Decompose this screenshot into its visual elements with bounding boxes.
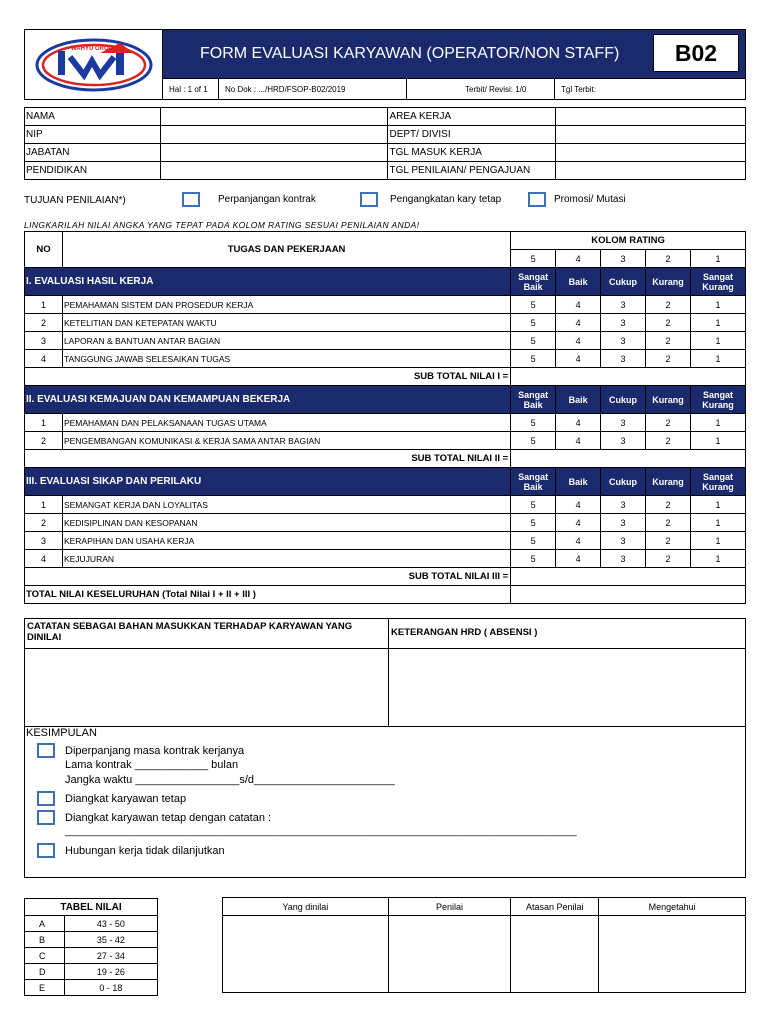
checkbox-icon[interactable] (360, 192, 378, 207)
section-header (25, 268, 746, 296)
field-tgl-penilaian[interactable] (556, 162, 746, 180)
score-cell[interactable]: 4 (556, 414, 601, 432)
subtotal-value[interactable] (511, 450, 746, 468)
field-jabatan[interactable] (160, 144, 388, 162)
table-row (25, 550, 746, 568)
score-cell[interactable]: 2 (646, 332, 691, 350)
label-tgl-penilaian: TGL PENILAIAN/ PENGAJUAN (388, 162, 556, 180)
field-area[interactable] (556, 108, 746, 126)
score-cell[interactable]: 4 (556, 296, 601, 314)
subtotal-label: SUB TOTAL NILAI III = (25, 568, 511, 586)
section-header (25, 386, 746, 414)
checkbox-icon[interactable] (37, 810, 55, 825)
score-cell[interactable]: 2 (646, 532, 691, 550)
rating-label: Sangat Kurang (691, 268, 746, 296)
score-cell[interactable]: 5 (511, 532, 556, 550)
score-cell[interactable]: 1 (691, 414, 746, 432)
hrd-header: KETERANGAN HRD ( ABSENSI ) (389, 619, 745, 649)
option-label: Diperpanjang masa kontrak kerjanya (65, 744, 245, 757)
conclusion-option-perpanjang[interactable] (37, 743, 244, 758)
rating-label: Cukup (601, 468, 646, 496)
subtotal-row (25, 368, 746, 386)
doc-number: No Dok : .../HRD/FSOP-B02/2019 (219, 79, 407, 99)
grade-title: TABEL NILAI (25, 899, 158, 916)
document-meta (163, 78, 745, 99)
score-cell[interactable]: 3 (601, 514, 646, 532)
row-no: 4 (25, 350, 63, 368)
grade-letter: A (25, 916, 65, 932)
total-label: TOTAL NILAI KESELURUHAN (Total Nilai I + II + III ) (25, 586, 511, 604)
score-cell[interactable]: 1 (691, 332, 746, 350)
checkbox-icon[interactable] (37, 791, 55, 806)
score-cell[interactable]: 1 (691, 296, 746, 314)
table-row (25, 964, 158, 980)
score-cell[interactable]: 4 (556, 432, 601, 450)
score-cell[interactable]: 3 (601, 350, 646, 368)
checkbox-icon[interactable] (182, 192, 200, 207)
label-tgl-masuk: TGL MASUK KERJA (388, 144, 556, 162)
field-dept[interactable] (556, 126, 746, 144)
row-task: KEDISIPLINAN DAN KESOPANAN (62, 514, 510, 532)
purpose-option-perpanjangan[interactable] (182, 192, 316, 207)
row-no: 2 (25, 514, 63, 532)
logo-wordmark: WAHYU GROUP (70, 45, 117, 52)
purpose-option-promosi[interactable] (528, 192, 626, 207)
row-task: PEMAHAMAN SISTEM DAN PROSEDUR KERJA (62, 296, 510, 314)
score-cell[interactable]: 4 (556, 550, 601, 568)
grade-range: 0 - 18 (64, 980, 157, 996)
row-task: PEMAHAMAN DAN PELAKSANAAN TUGAS UTAMA (62, 414, 510, 432)
sign-box-mengetahui[interactable] (599, 916, 746, 993)
section-title: III. EVALUASI SIKAP DAN PERILAKU (25, 468, 511, 496)
rating-label: Kurang (646, 468, 691, 496)
sign-label-penilai: Penilai (388, 898, 511, 916)
catatan-header: CATATAN SEBAGAI BAHAN MASUKKAN TERHADAP KARYAWAN YANG DINILAI (25, 619, 388, 649)
row-task: KETELITIAN DAN KETEPATAN WAKTU (62, 314, 510, 332)
rating-label: Sangat Kurang (691, 468, 746, 496)
score-cell[interactable]: 3 (601, 414, 646, 432)
row-no: 2 (25, 432, 63, 450)
grade-letter: B (25, 932, 65, 948)
subtotal-row (25, 568, 746, 586)
rating-label: Sangat Baik (511, 468, 556, 496)
score-cell[interactable]: 5 (511, 514, 556, 532)
conclusion-option-catatan[interactable] (37, 810, 271, 825)
form-title: FORM EVALUASI KARYAWAN (OPERATOR/NON STAFF) (200, 45, 620, 62)
subtotal-value[interactable] (511, 368, 746, 386)
score-cell[interactable]: 4 (556, 514, 601, 532)
table-row (25, 314, 746, 332)
score-cell[interactable]: 5 (511, 414, 556, 432)
score-cell[interactable]: 1 (691, 432, 746, 450)
total-row (25, 586, 746, 604)
field-pendidikan[interactable] (160, 162, 388, 180)
evaluation-purpose (24, 190, 746, 212)
jangka-waktu: Jangka waktu _________________s/d_______________________ (65, 774, 395, 786)
company-logo (25, 30, 163, 99)
score-cell[interactable]: 1 (691, 514, 746, 532)
score-cell[interactable]: 5 (511, 314, 556, 332)
option-label: Diangkat karyawan tetap dengan catatan : (65, 811, 272, 824)
score-cell[interactable]: 1 (691, 350, 746, 368)
row-no: 4 (25, 550, 63, 568)
hrd-box[interactable] (389, 619, 745, 726)
row-task: TANGGUNG JAWAB SELESAIKAN TUGAS (62, 350, 510, 368)
row-no: 1 (25, 414, 63, 432)
label-nama: NAMA (25, 108, 161, 126)
score-header: 5 (511, 250, 556, 268)
option-label: Promosi/ Mutasi (554, 194, 626, 205)
table-row (25, 980, 158, 996)
grade-table (24, 898, 158, 996)
score-cell[interactable]: 4 (556, 350, 601, 368)
purpose-label: TUJUAN PENILAIAN*) (24, 195, 126, 206)
rating-label: Sangat Baik (511, 386, 556, 414)
score-cell[interactable]: 2 (646, 350, 691, 368)
rating-label: Sangat Kurang (691, 386, 746, 414)
grade-letter: E (25, 980, 65, 996)
score-header: 2 (646, 250, 691, 268)
row-task: PENGEMBANGAN KOMUNIKASI & KERJA SAMA ANTAR BAGIAN (62, 432, 510, 450)
checkbox-icon[interactable] (37, 743, 55, 758)
score-cell[interactable]: 5 (511, 550, 556, 568)
option-label: Hubungan kerja tidak dilanjutkan (65, 844, 225, 857)
grade-range: 43 - 50 (64, 916, 157, 932)
conclusion-option-tetap[interactable] (37, 791, 186, 806)
sign-label-yang-dinilai: Yang dinilai (223, 898, 389, 916)
label-dept: DEPT/ DIVISI (388, 126, 556, 144)
employee-identity-table (24, 107, 746, 180)
grade-range: 35 - 42 (64, 932, 157, 948)
table-row (25, 432, 746, 450)
row-no: 1 (25, 496, 63, 514)
label-area: AREA KERJA (388, 108, 556, 126)
score-cell[interactable]: 2 (646, 432, 691, 450)
col-no: NO (25, 232, 63, 268)
row-task: KEJUJURAN (62, 550, 510, 568)
signature-table (222, 897, 746, 993)
row-task: LAPORAN & BANTUAN ANTAR BAGIAN (62, 332, 510, 350)
option-label: Diangkat karyawan tetap (65, 792, 187, 805)
row-task: SEMANGAT KERJA DAN LOYALITAS (62, 496, 510, 514)
score-cell[interactable]: 1 (691, 314, 746, 332)
divider (24, 877, 746, 878)
score-cell[interactable]: 1 (691, 550, 746, 568)
section-title: II. EVALUASI KEMAJUAN DAN KEMAMPUAN BEKERJA (25, 386, 511, 414)
label-nip: NIP (25, 126, 161, 144)
table-row (25, 916, 158, 932)
total-value[interactable] (511, 586, 746, 604)
revision: Terbit/ Revisi: 1/0 (407, 79, 555, 99)
title-band (163, 30, 745, 78)
subtotal-label: SUB TOTAL NILAI I = (25, 368, 511, 386)
score-cell[interactable]: 3 (601, 314, 646, 332)
table-row (25, 296, 746, 314)
table-row (25, 414, 746, 432)
score-cell[interactable]: 1 (691, 532, 746, 550)
row-no: 1 (25, 296, 63, 314)
score-cell[interactable]: 3 (601, 496, 646, 514)
rating-instruction: LINGKARILAH NILAI ANGKA YANG TEPAT PADA KOLOM RATING SESUAI PENILAIAN ANDA! (24, 220, 420, 230)
sign-box-yang-dinilai[interactable] (223, 916, 389, 993)
rating-table (24, 231, 746, 604)
grade-range: 27 - 34 (64, 948, 157, 964)
col-kolom-rating: KOLOM RATING (511, 232, 746, 250)
score-cell[interactable]: 2 (646, 296, 691, 314)
score-cell[interactable]: 2 (646, 414, 691, 432)
rating-label: Cukup (601, 386, 646, 414)
score-cell[interactable]: 3 (601, 550, 646, 568)
score-cell[interactable]: 5 (511, 296, 556, 314)
field-tgl-masuk[interactable] (556, 144, 746, 162)
row-no: 2 (25, 314, 63, 332)
catatan-box[interactable] (25, 619, 389, 726)
score-cell[interactable]: 2 (646, 550, 691, 568)
rating-label: Kurang (646, 268, 691, 296)
score-header: 4 (556, 250, 601, 268)
section-title: I. EVALUASI HASIL KERJA (25, 268, 511, 296)
score-cell[interactable]: 4 (556, 496, 601, 514)
score-cell[interactable]: 5 (511, 350, 556, 368)
lama-kontrak: Lama kontrak ____________ bulan (65, 759, 239, 771)
option-label: Pengangkatan kary tetap (390, 194, 502, 205)
rating-label: Baik (556, 468, 601, 496)
score-cell[interactable]: 4 (556, 314, 601, 332)
sign-label-atasan: Atasan Penilai (511, 898, 599, 916)
score-cell[interactable]: 4 (556, 532, 601, 550)
row-no: 3 (25, 532, 63, 550)
section-header (25, 468, 746, 496)
score-header: 1 (691, 250, 746, 268)
score-header: 3 (601, 250, 646, 268)
score-cell[interactable]: 2 (646, 514, 691, 532)
publish-date: Tgl Terbit: (561, 84, 596, 94)
table-row (25, 532, 746, 550)
form-header (24, 29, 746, 100)
rating-label: Baik (556, 268, 601, 296)
score-cell[interactable]: 3 (601, 532, 646, 550)
table-row (25, 496, 746, 514)
label-pendidikan: PENDIDIKAN (25, 162, 161, 180)
score-cell[interactable]: 2 (646, 496, 691, 514)
score-cell[interactable]: 1 (691, 496, 746, 514)
rating-label: Sangat Baik (511, 268, 556, 296)
grade-range: 19 - 26 (64, 964, 157, 980)
checkbox-icon[interactable] (37, 843, 55, 858)
table-row (25, 332, 746, 350)
option-label: Perpanjangan kontrak (218, 194, 316, 205)
checkbox-icon[interactable] (528, 192, 546, 207)
conclusion-option-tidak-lanjut[interactable] (37, 843, 225, 858)
table-row (25, 514, 746, 532)
notes-section (24, 618, 746, 727)
field-nama[interactable] (160, 108, 388, 126)
form-code: B02 (653, 34, 739, 72)
grade-letter: C (25, 948, 65, 964)
sign-box-penilai[interactable] (388, 916, 511, 993)
score-cell[interactable]: 3 (601, 296, 646, 314)
page-count: Hal : 1 of 1 (163, 79, 219, 99)
table-row (25, 350, 746, 368)
rating-label: Baik (556, 386, 601, 414)
score-cell[interactable]: 3 (601, 332, 646, 350)
col-tugas: TUGAS DAN PEKERJAAN (62, 232, 510, 268)
score-cell[interactable]: 5 (511, 332, 556, 350)
subtotal-value[interactable] (511, 568, 746, 586)
wahyu-logo-icon (34, 37, 154, 93)
conclusion-section (24, 727, 746, 877)
label-jabatan: JABATAN (25, 144, 161, 162)
score-cell[interactable]: 5 (511, 496, 556, 514)
purpose-option-pengangkatan[interactable] (360, 192, 501, 207)
score-cell[interactable]: 5 (511, 432, 556, 450)
score-cell[interactable]: 3 (601, 432, 646, 450)
score-cell[interactable]: 4 (556, 332, 601, 350)
grade-letter: D (25, 964, 65, 980)
field-nip[interactable] (160, 126, 388, 144)
catatan-line: ____________________________________________________________________________________________ (65, 826, 577, 837)
sign-box-atasan[interactable] (511, 916, 599, 993)
subtotal-label: SUB TOTAL NILAI II = (25, 450, 511, 468)
table-row (25, 948, 158, 964)
score-cell[interactable]: 2 (646, 314, 691, 332)
sign-label-mengetahui: Mengetahui (599, 898, 746, 916)
conclusion-title: KESIMPULAN (26, 727, 97, 739)
rating-label: Kurang (646, 386, 691, 414)
row-task: KERAPIHAN DAN USAHA KERJA (62, 532, 510, 550)
rating-label: Cukup (601, 268, 646, 296)
subtotal-row (25, 450, 746, 468)
row-no: 3 (25, 332, 63, 350)
table-row (25, 932, 158, 948)
